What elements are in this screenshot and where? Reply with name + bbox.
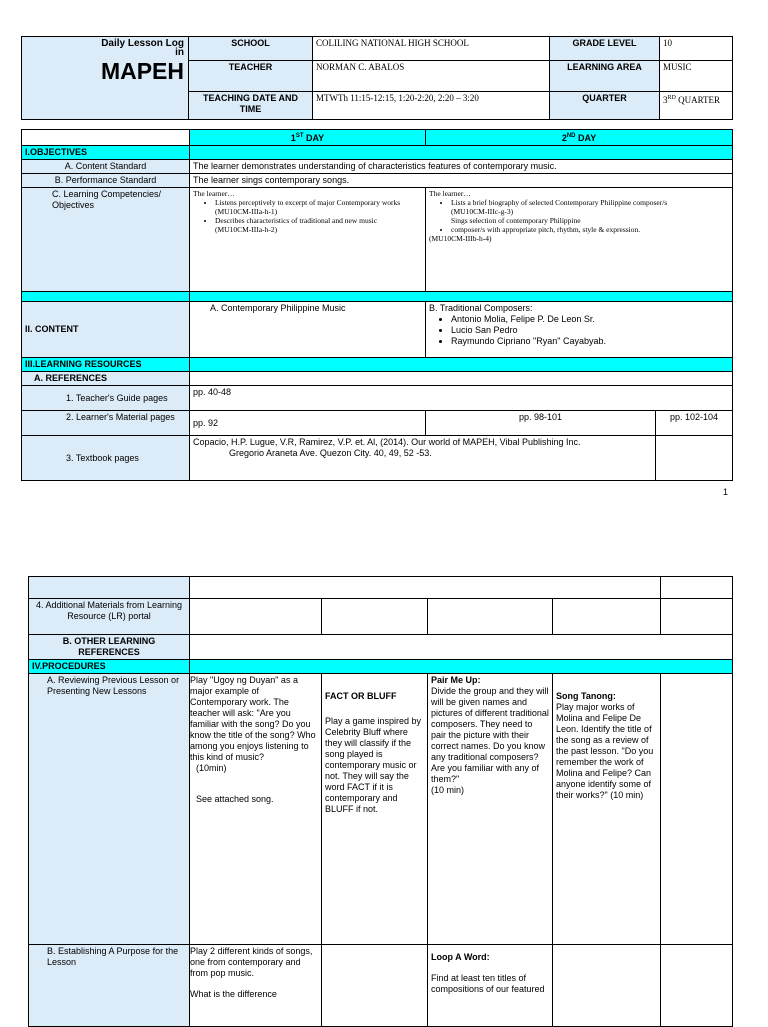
content-standard-label: A. Content Standard — [22, 160, 190, 174]
day1-code-1: (MU10CM-IIIa-h-1) — [215, 207, 278, 216]
tb-label: 3. Textbook pages — [22, 436, 190, 481]
content-day2 — [426, 302, 733, 358]
page-number: 1 — [723, 487, 729, 497]
lm-day2b: pp. 102-104 — [656, 411, 733, 436]
tg-label: 1. Teacher's Guide pages — [22, 386, 190, 411]
lesson-table-page2 — [28, 576, 733, 1027]
title-cell — [22, 37, 189, 120]
day1-num: 1 — [290, 133, 296, 143]
content-standard-value: The learner demonstrates understanding of characteristics features of contemporary music. — [190, 160, 733, 174]
quarter-sup: RD — [667, 95, 676, 101]
lm-label: 2. Learner's Material pages — [22, 411, 190, 436]
objectives-heading: I.OBJECTIVES — [22, 146, 190, 160]
pair-me-up-time: (10 min) — [431, 785, 465, 795]
day2-word: DAY — [578, 133, 597, 143]
tb-line1: Copacio, H.P. Lugue, V.R, Ramirez, V.P. et. Al, (2014). Our world of MAPEH, Vibal Publishing Inc. — [193, 437, 581, 447]
lm-day2a: pp. 98-101 — [426, 411, 656, 436]
area-label: LEARNING AREA — [550, 61, 660, 92]
teacher-label: TEACHER — [189, 61, 313, 92]
log-title-in: in — [175, 47, 184, 58]
day1-header — [190, 130, 426, 146]
day2-line: Sings selection of contemporary Philippine — [451, 216, 581, 225]
procedure-a-day1-note: See attached song. — [196, 794, 274, 804]
lesson-table-page1 — [21, 129, 733, 481]
procedure-a-day4 — [553, 674, 661, 945]
procedure-b-label: B. Establishing A Purpose for the Lesson — [29, 945, 190, 1027]
day2-header — [426, 130, 733, 146]
procedure-b-day1 — [190, 945, 322, 1027]
school-label: SCHOOL — [189, 37, 313, 61]
day2-num: 2 — [561, 133, 567, 143]
pair-me-up-text: Divide the group and they will will be given names and pictures of different traditional composers. They need to pair the picture with their correct names. Do you know any traditional composers? Are you familiar with any of them?" — [431, 686, 549, 784]
competencies-label: C. Learning Competencies/ Objectives — [22, 188, 190, 292]
school-value: COLILING NATIONAL HIGH SCHOOL — [313, 37, 550, 61]
header-table — [21, 36, 733, 120]
fact-or-bluff-title: FACT OR BLUFF — [325, 691, 397, 701]
loop-a-word-title: Loop A Word: — [431, 952, 490, 962]
day1-word: DAY — [306, 133, 325, 143]
additional-materials-label: 4. Additional Materials from Learning Resource (LR) portal — [29, 599, 190, 635]
day2-competencies — [426, 188, 733, 292]
loop-a-word-text: Find at least ten titles of compositions of our featured — [431, 973, 545, 994]
procedure-a-day2 — [322, 674, 428, 945]
day2-sup: ND — [566, 133, 576, 139]
content-day2-title: B. Traditional Composers: — [429, 303, 533, 313]
fact-or-bluff-text: Play a game inspired by Celebrity Bluff where they will classify if the song played is contemporary music or not. They will say the word FACT if it is contemporary and BLUFF if not. — [325, 716, 422, 814]
day1-intro: The learner… — [193, 189, 235, 198]
grade-label: GRADE LEVEL — [550, 37, 660, 61]
subject-title: MAPEH — [100, 58, 184, 84]
resources-heading: III.LEARNING RESOURCES — [22, 358, 190, 372]
tb-value — [190, 436, 656, 481]
day2-code-1: (MU10CM-IIIc-g-3) — [451, 207, 514, 216]
day1-competencies — [190, 188, 426, 292]
date-label: TEACHING DATE AND TIME — [189, 92, 313, 120]
procedures-heading: IV.PROCEDURES — [29, 660, 190, 674]
day1-objective-1: • Listens perceptively to excerpt of major Contemporary works (MU10CM-IIIa-h-1) — [215, 198, 422, 216]
other-references-label: B. OTHER LEARNING REFERENCES — [29, 635, 190, 660]
tb-line2: Gregorio Araneta Ave. Quezon City. 40, 49, 52 -53. — [229, 448, 432, 458]
procedure-a-day3 — [428, 674, 553, 945]
procedure-a-day1 — [190, 674, 322, 945]
composer-item: • Raymundo Cipriano "Ryan" Cayabyab. — [451, 336, 729, 347]
day1-sup: ST — [295, 133, 304, 139]
procedure-a-label: A. Reviewing Previous Lesson or Presenting New Lessons — [29, 674, 190, 945]
song-tanong-title: Song Tanong: — [556, 691, 616, 701]
area-value: MUSIC — [660, 61, 733, 92]
day2-intro: The learner… — [429, 189, 471, 198]
date-value: MTWTh 11:15-12:15, 1:20-2:20, 2:20 – 3:20 — [313, 92, 550, 120]
day2-code-2: (MU10CM-IIIb-h-4) — [429, 234, 492, 243]
references-heading: A. REFERENCES — [22, 372, 190, 386]
day1-code-2: (MU10CM-IIIa-h-2) — [215, 225, 278, 234]
tg-value: pp. 40-48 — [190, 386, 733, 411]
composer-item: • Lucio San Pedro — [451, 325, 729, 336]
song-tanong-text: Play major works of Molina and Felipe De Leon. Identify the title of the song as a review of the past lesson. "Do you remember the work of Molina and Felipe? Can anyone identify some of their works?" (10 min) — [556, 702, 654, 800]
procedure-b-day1-text: Play 2 different kinds of songs, one from contemporary and from pop music. — [190, 946, 313, 978]
composer-item: • Antonio Molia, Felipe P. De Leon Sr. — [451, 314, 729, 325]
procedure-a-day1-time: (10min) — [196, 763, 227, 773]
content-day1: A. Contemporary Philippine Music — [190, 302, 426, 358]
procedure-a-day1-text: Play "Ugoy ng Duyan" as a major example of Contemporary work. The teacher will ask: "Are you familiar with the song? Do you know the title of the song? Who among you enjoys listening to this kind of music? — [190, 675, 316, 762]
day2-objective-2: • composer/s with appropriate pitch, rhythm, style & expression. — [451, 225, 729, 234]
day1-objective-2: • Describes characteristics of traditional and new music (MU10CM-IIIa-h-2) — [215, 216, 422, 234]
quarter-label: QUARTER — [550, 92, 660, 120]
pair-me-up-title: Pair Me Up: — [431, 675, 481, 685]
grade-value: 10 — [660, 37, 733, 61]
procedure-b-day3 — [428, 945, 553, 1027]
performance-standard-value: The learner sings contemporary songs. — [190, 174, 733, 188]
content-heading: II. CONTENT — [22, 302, 190, 358]
quarter-word: QUARTER — [678, 95, 721, 105]
log-title: Daily Lesson Log — [101, 38, 184, 49]
teacher-value: NORMAN C. ABALOS — [313, 61, 550, 92]
quarter-num: 3 — [663, 95, 668, 105]
quarter-value — [660, 92, 733, 120]
performance-standard-label: B. Performance Standard — [22, 174, 190, 188]
lm-day1: pp. 92 — [190, 411, 426, 436]
procedure-b-day1-question: What is the difference — [190, 989, 277, 999]
day2-objective-1: • Lists a brief biography of selected Contemporary Philippine composer/s (MU10CM-IIIc-g-3) Sings selection of contemporary Philippine — [451, 198, 729, 225]
